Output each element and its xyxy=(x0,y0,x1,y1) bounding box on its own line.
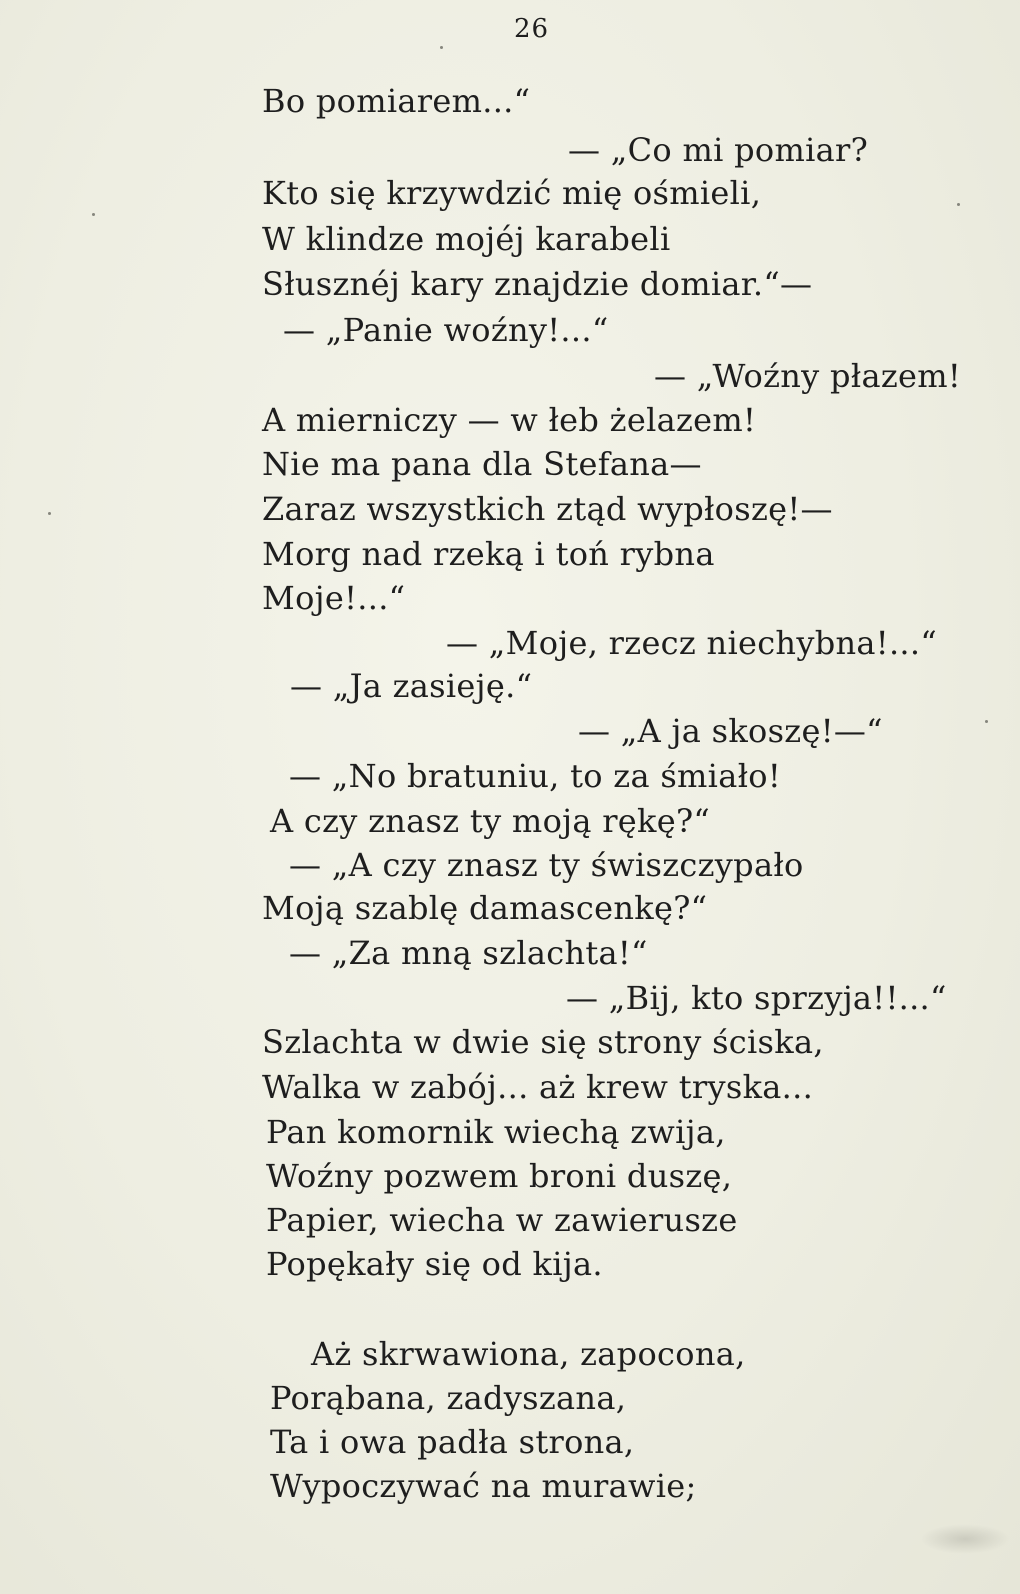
poem-line: Kto się krzywdzić mię ośmieli, xyxy=(262,174,762,212)
poem-line: Ta i owa padła strona, xyxy=(270,1423,635,1461)
poem-line: A czy znasz ty moją rękę?“ xyxy=(270,802,711,840)
print-speck xyxy=(48,512,51,515)
poem-line: — „Za mną szlachta!“ xyxy=(289,934,648,972)
poem-line: Słusznéj kary znajdzie domiar.“— xyxy=(262,265,813,303)
poem-line: Aż skrwawiona, zapocona, xyxy=(311,1335,746,1373)
poem-line: Nie ma pana dla Stefana— xyxy=(262,445,702,483)
poem-line: Pan komornik wiechą zwija, xyxy=(266,1113,726,1151)
poem-line: — „A czy znasz ty świszczypało xyxy=(289,846,804,884)
poem-line: — „Bij, kto sprzyja!!...“ xyxy=(566,979,947,1017)
poem-line: — „Ja zasieję.“ xyxy=(290,667,533,705)
poem-line: Popękały się od kija. xyxy=(266,1245,603,1283)
poem-line: Moją szablę damascenkę?“ xyxy=(262,889,708,927)
poem-line: — „No bratuniu, to za śmiało! xyxy=(289,757,781,795)
poem-line: Moje!...“ xyxy=(262,579,406,617)
poem-line: Zaraz wszystkich ztąd wypłoszę!— xyxy=(262,490,833,528)
poem-line: Bo pomiarem...“ xyxy=(262,82,531,120)
poem-line: Szlachta w dwie się strony ściska, xyxy=(262,1023,824,1061)
poem-line: Wypoczywać na murawie; xyxy=(270,1467,697,1505)
page-number: 26 xyxy=(514,14,550,44)
poem-line: A mierniczy — w łeb żelazem! xyxy=(262,401,757,439)
poem-line: — „A ja skoszę!—“ xyxy=(578,712,883,750)
poem-line: Porąbana, zadyszana, xyxy=(270,1379,627,1417)
poem-line: Woźny pozwem broni duszę, xyxy=(266,1157,733,1195)
poem-line: — „Co mi pomiar? xyxy=(568,131,869,169)
print-speck xyxy=(957,203,960,206)
print-speck xyxy=(92,213,95,216)
poem-line: Walka w zabój... aż krew tryska... xyxy=(262,1068,814,1106)
poem-line: — „Woźny płazem! xyxy=(654,357,962,395)
poem-line: — „Moje, rzecz niechybna!...“ xyxy=(446,624,938,662)
page-stain xyxy=(920,1524,1010,1554)
print-speck xyxy=(440,46,443,49)
poem-line: — „Panie woźny!...“ xyxy=(283,311,609,349)
poem-line: Papier, wiecha w zawierusze xyxy=(266,1201,738,1239)
poem-line: W klindze mojéj karabeli xyxy=(262,220,671,258)
print-speck xyxy=(985,720,988,723)
poem-line: Morg nad rzeką i toń rybna xyxy=(262,535,715,573)
